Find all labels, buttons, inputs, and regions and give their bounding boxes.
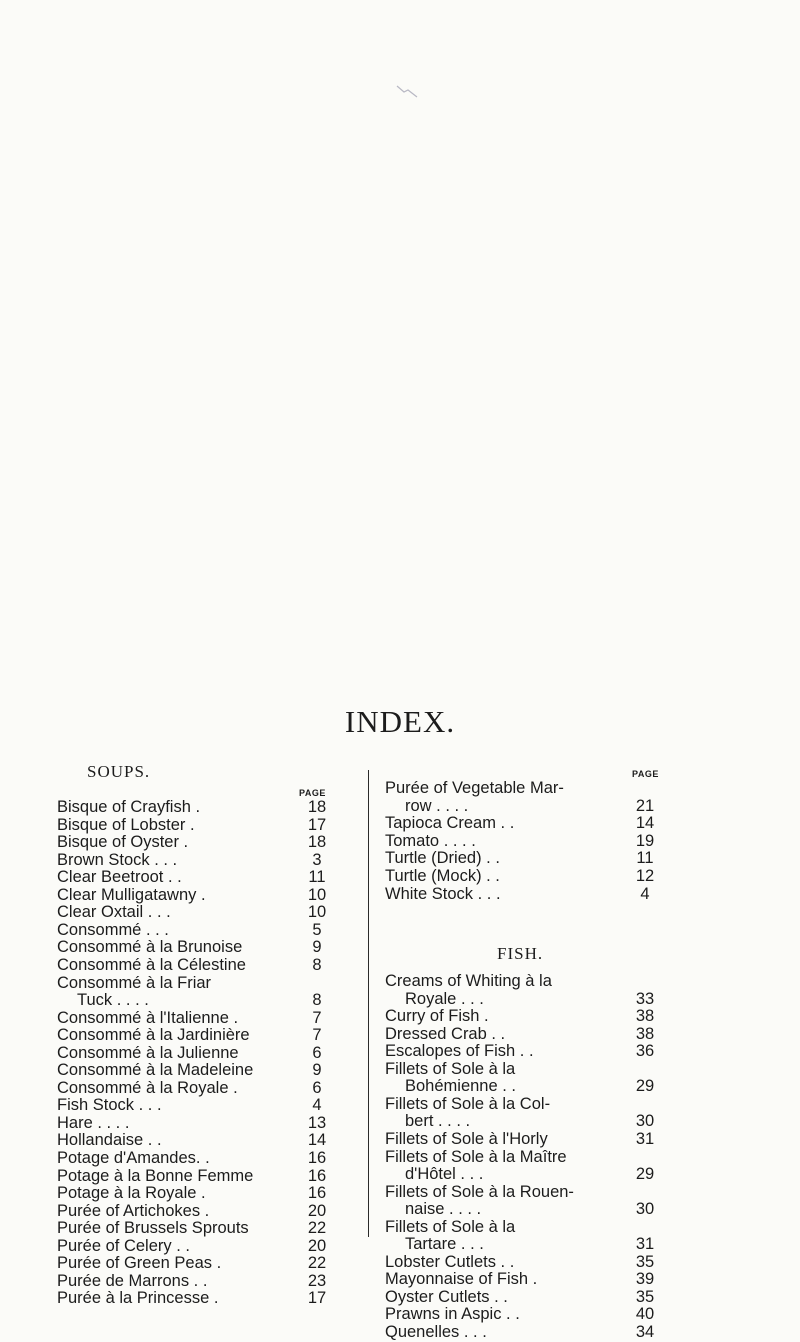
entry-page-number: 14 (635, 814, 655, 833)
entry-page-number: 8 (312, 955, 322, 974)
entry-label: Purée de Marrons . . (57, 1271, 208, 1290)
entry-label: Tartare . . . (405, 1235, 484, 1254)
entry-label: Bohémienne . . (405, 1077, 516, 1096)
entry-page-number: 18 (307, 798, 327, 816)
entry-label: White Stock . . . (385, 884, 501, 903)
entry-label: Consommé à la Célestine (57, 955, 246, 974)
entry-page-number: 12 (635, 867, 655, 885)
column-divider (368, 770, 369, 1237)
entry-page-number: 7 (312, 1008, 322, 1027)
entry-label: d'Hôtel . . . (405, 1165, 484, 1184)
entry-page-number: 3 (312, 850, 322, 869)
entry-label: Consommé à l'Italienne . (57, 1008, 239, 1027)
entry-page-number: 22 (307, 1254, 327, 1273)
entry-page-number: 23 (307, 1271, 327, 1290)
entry-label: Fillets of Sole à la (385, 1217, 516, 1236)
entry-label: Clear Beetroot . . (57, 868, 182, 887)
entry-label: Purée of Green Peas . (57, 1254, 222, 1273)
entry-page-number: 18 (307, 833, 327, 852)
page-title: INDEX. (344, 704, 456, 739)
entry-label: Tuck . . . . (77, 991, 149, 1010)
entry-page-number: 35 (635, 1287, 655, 1306)
entry-label: Bisque of Crayfish . (57, 798, 201, 816)
entry-label: Tapioca Cream . . (385, 814, 515, 833)
entry-page-number: 6 (312, 1043, 322, 1062)
entry-label: Potage d'Amandes. . (57, 1149, 210, 1167)
entry-label: Bisque of Oyster . (57, 833, 189, 852)
entry-label: Dressed Crab . . (385, 1024, 506, 1043)
entry-label: Lobster Cutlets . . (385, 1252, 515, 1271)
entry-label: Tomato . . . . (385, 831, 476, 850)
entry-label: Oyster Cutlets . . (385, 1287, 508, 1306)
entry-page-number: 30 (635, 1112, 655, 1131)
entry-page-number: 4 (312, 1096, 322, 1115)
entry-page-number: 13 (307, 1113, 327, 1132)
entry-label: Brown Stock . . . (57, 850, 178, 869)
entry-label: Clear Oxtail . . . (57, 903, 171, 922)
entry-label: Consommé à la Julienne (57, 1043, 239, 1062)
entry-label: Creams of Whiting à la (385, 972, 552, 990)
entry-page-number: 38 (635, 1007, 655, 1026)
entry-label: Consommé à la Royale . (57, 1078, 238, 1097)
entry-label: Consommé à la Friar (57, 973, 212, 992)
page-column-header-right: PAGE (632, 769, 659, 779)
entry-label: Fillets of Sole à la Maître (385, 1147, 567, 1166)
entry-label: bert . . . . (405, 1112, 471, 1131)
entry-label: Consommé à la Brunoise (57, 938, 243, 957)
entry-label: Prawns in Aspic . . (385, 1305, 520, 1324)
entry-page-number: 38 (635, 1024, 655, 1043)
entry-label: Consommé à la Madeleine (57, 1061, 254, 1080)
entry-label: Purée à la Princesse . (57, 1289, 219, 1308)
entry-page-number: 39 (635, 1270, 655, 1289)
entry-page-number: 7 (312, 1026, 322, 1045)
entry-label: Consommé . . . (57, 920, 169, 939)
entry-page-number: 22 (307, 1219, 327, 1238)
page-column-header: PAGE (299, 788, 326, 798)
index-entry (385, 1322, 667, 1342)
entry-label: Potage à la Bonne Femme (57, 1166, 254, 1185)
entry-label: Purée of Celery . . (57, 1236, 190, 1255)
entry-page-number: 16 (307, 1166, 327, 1185)
decorative-mark (396, 84, 418, 98)
entry-page-number: 10 (307, 903, 327, 922)
entry-page-number: 31 (635, 1129, 655, 1148)
entry-page-number: 33 (635, 989, 655, 1008)
entry-page-number: 21 (635, 796, 655, 815)
entry-page-number: 10 (307, 885, 327, 904)
entry-page-number: 36 (635, 1042, 655, 1061)
entry-label: Consommé à la Jardinière (57, 1026, 250, 1045)
entry-label: Purée of Brussels Sprouts (57, 1219, 249, 1238)
entry-label: Hollandaise . . (57, 1131, 162, 1150)
entry-label: Bisque of Lobster . (57, 815, 195, 834)
entry-label: Turtle (Mock) . . (385, 867, 500, 885)
entry-page-number: 17 (307, 1289, 327, 1308)
entry-page-number: 5 (312, 920, 322, 939)
entry-page-number: 6 (312, 1078, 322, 1097)
entry-label: Purée of Vegetable Mar- (385, 779, 564, 797)
entry-label: Fillets of Sole à la Col- (385, 1094, 551, 1113)
entry-label: Escalopes of Fish . . (385, 1042, 534, 1061)
entry-label: Potage à la Royale . (57, 1184, 206, 1203)
entry-label: Mayonnaise of Fish . (385, 1270, 538, 1289)
entry-page-number: 31 (635, 1235, 655, 1254)
entry-label: Hare . . . . (57, 1113, 130, 1132)
entry-page-number: 11 (308, 868, 326, 887)
entry-page-number: 9 (312, 1061, 322, 1080)
soups-heading: SOUPS. (87, 762, 151, 781)
entry-page-number: 20 (307, 1201, 327, 1220)
entry-page-number: 40 (635, 1305, 655, 1324)
entry-page-number: 16 (307, 1184, 327, 1203)
entry-label: Clear Mulligatawny . (57, 885, 206, 904)
entry-page-number: 11 (636, 849, 654, 868)
entry-label: naise . . . . (405, 1200, 482, 1219)
entry-page-number: 34 (635, 1323, 655, 1341)
entry-label: Royale . . . (405, 989, 484, 1008)
entry-label: Fillets of Sole à l'Horly (385, 1129, 548, 1148)
entry-label: Fish Stock . . . (57, 1096, 162, 1115)
entry-label: row . . . . (405, 796, 469, 815)
entry-label: Curry of Fish . (385, 1007, 489, 1026)
entry-label: Turtle (Dried) . . (385, 849, 500, 868)
entry-page-number: 35 (635, 1252, 655, 1271)
entry-label: Fillets of Sole à la (385, 1059, 516, 1078)
entry-label: Fillets of Sole à la Rouen- (385, 1182, 574, 1201)
entry-page-number: 29 (635, 1165, 655, 1184)
entry-page-number: 20 (307, 1236, 327, 1255)
index-entry (57, 1288, 342, 1308)
entry-page-number: 19 (635, 831, 655, 850)
entry-page-number: 29 (635, 1077, 655, 1096)
entry-page-number: 14 (307, 1131, 327, 1150)
entry-page-number: 9 (312, 938, 322, 957)
entry-label: Purée of Artichokes . (57, 1201, 210, 1220)
fish-heading: FISH. (497, 944, 544, 963)
entry-page-number: 4 (640, 884, 650, 903)
entry-page-number: 17 (307, 815, 327, 834)
index-entry (385, 884, 667, 904)
entry-page-number: 16 (307, 1149, 327, 1167)
entry-page-number: 8 (312, 991, 322, 1010)
entry-label: Quenelles . . . (385, 1323, 487, 1341)
entry-page-number: 30 (635, 1200, 655, 1219)
